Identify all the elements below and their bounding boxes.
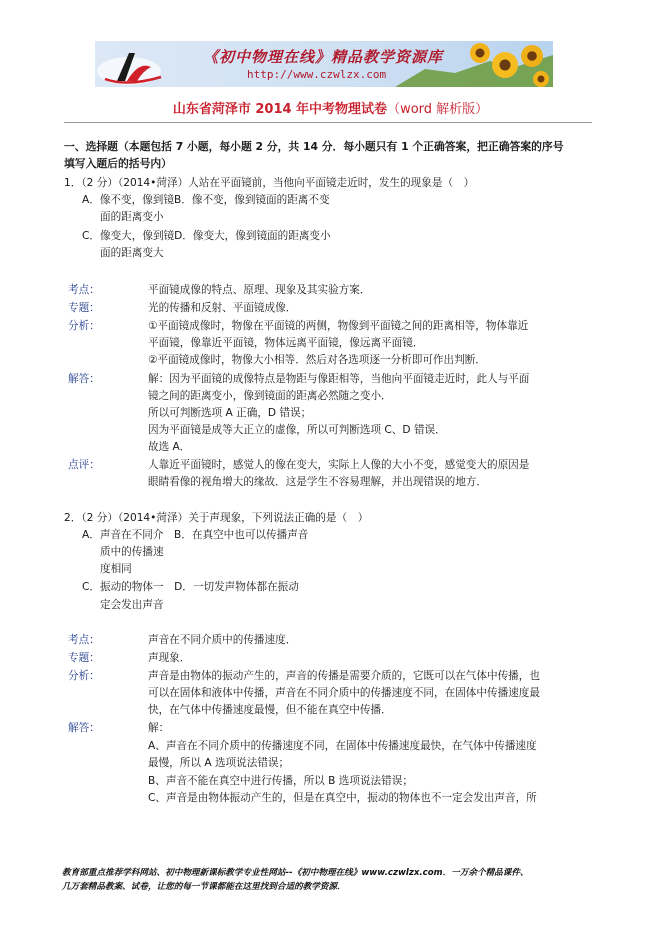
q1-fenxi-label: 分析： [68,320,100,332]
q1-zhuanti: 光的传播和反射、平面镜成像． [148,302,297,314]
footer-line: 教育部重点推荐学科网站、初中物理新课标教学专业性网站--《初中物理在线》www.czwlzx.com．一万余个精品课件、 [62,868,529,878]
title-main: 山东省菏泽市 2014 年中考物理试卷 [172,102,388,117]
footer-line: 几万套精品教案、试卷，让您的每一节课都能在这里找到合适的教学资源． [62,882,346,892]
q2-fenxi-line: 可以在固体和液体中传播，声音在不同介质中的传播速度不同，在固体中传播速度最 [148,687,540,699]
q1-dianping-label: 点评： [68,459,100,471]
document-title [0,98,661,117]
q2-option-a-cont: 质中的传播速 [100,546,164,558]
q2-fenxi-line: 快，在气体中传播速度最慢，但不能在真空中传播． [148,704,392,716]
q2-option-a-cont: 度相同 [100,563,132,575]
q1-jieda-line: 解：因为平面镜的成像特点是物距与像距相等，当他向平面镜走近时，此人与平面 [148,373,530,385]
q1-dianping-line: 人靠近平面镜时，感觉人的像在变大，实际上人像的大小不变，感觉变大的原因是 [148,459,530,471]
q1-kaodian-label: 考点： [68,284,100,296]
q2-option-ab: A．声音在不同介 B．在真空中也可以传播声音 [82,529,309,541]
q2-fenxi-label: 分析： [68,670,100,682]
section-heading-line-1: 一、选择题（本题包括 7 小题，每小题 2 分，共 14 分．每小题只有 1 个正确答案，把正确答案的序号 [64,140,564,153]
banner-url: http://www.czwlzx.com [247,68,387,81]
section-heading-line-2: 填写入题后的括号内） [64,157,172,170]
q1-zhuanti-label: 专题： [68,302,100,314]
q2-jieda-line: 最慢，所以 A 选项说法错误； [148,757,290,769]
q1-dianping-line: 眼睛看像的视角增大的缘故．这是学生不容易理解，并出现错误的地方． [148,476,487,488]
q2-jieda-line: B、声音不能在真空中进行传播，所以 B 选项说法错误； [148,775,413,787]
q1-jieda-line: 所以可判断选项 A 正确，D 错误； [148,407,312,419]
title-suffix: （word 解析版） [387,102,489,117]
q2-fenxi-line: 声音是由物体的振动产生的，声音的传播是需要介质的，它既可以在气体中传播，也 [148,670,540,682]
q1-jieda-line: 镜之间的距离变小，像到镜面的距离必然随之变小． [148,390,392,402]
q2-stem: 2．（2 分）（2014•菏泽）关于声现象，下列说法正确的是（ ） [64,512,369,524]
q2-kaodian-label: 考点： [68,634,100,646]
q2-zhuanti: 声现象． [148,652,191,664]
q2-kaodian: 声音在不同介质中的传播速度． [148,634,297,646]
header-banner [95,41,553,87]
q2-jieda-label: 解答： [68,722,100,734]
q1-option-a-cont: 面的距离变小 [100,211,164,223]
q1-jieda-line: 故选 A． [148,441,191,453]
q2-zhuanti-label: 专题： [68,652,100,664]
q1-option-cd: C．像变大，像到镜D．像变大，像到镜面的距离变小 [82,230,331,242]
title-divider [64,122,592,123]
q1-fenxi-line: 平面镜，像靠近平面镜，物体远离平面镜，像远离平面镜． [148,337,424,349]
q1-fenxi-line: ②平面镜成像时，物像大小相等．然后对各选项逐一分析即可作出判断． [148,354,486,366]
q1-jieda-line: 因为平面镜是成等大正立的虚像，所以可判断选项 C、D 错误． [148,424,446,436]
q1-option-c-cont: 面的距离变大 [100,247,164,259]
q1-option-ab: A．像不变，像到镜B．像不变，像到镜面的距离不变 [82,194,330,206]
q1-kaodian: 平面镜成像的特点、原理、现象及其实验方案． [148,284,371,296]
q2-jieda-line: A、声音在不同介质中的传播速度不同，在固体中传播速度最快，在气体中传播速度 [148,740,537,752]
banner-title: 《初中物理在线》精品教学资源库 [203,48,444,66]
q2-jieda-line: C、声音是由物体振动产生的，但是在真空中，振动的物体也不一定会发出声音，所 [148,792,537,804]
q2-option-c-cont: 定会发出声音 [100,599,164,611]
q2-jieda-line: 解： [148,722,170,734]
q1-stem: 1．（2 分）（2014•菏泽）人站在平面镜前，当他向平面镜走近时，发生的现象是（ ） [64,177,475,189]
q1-jieda-label: 解答： [68,373,100,385]
q2-option-cd: C．振动的物体一 D．一切发声物体都在振动 [82,581,299,593]
q1-fenxi-line: ①平面镜成像时，物像在平面镜的两侧，物像到平面镜之间的距离相等，物体靠近 [148,320,529,332]
